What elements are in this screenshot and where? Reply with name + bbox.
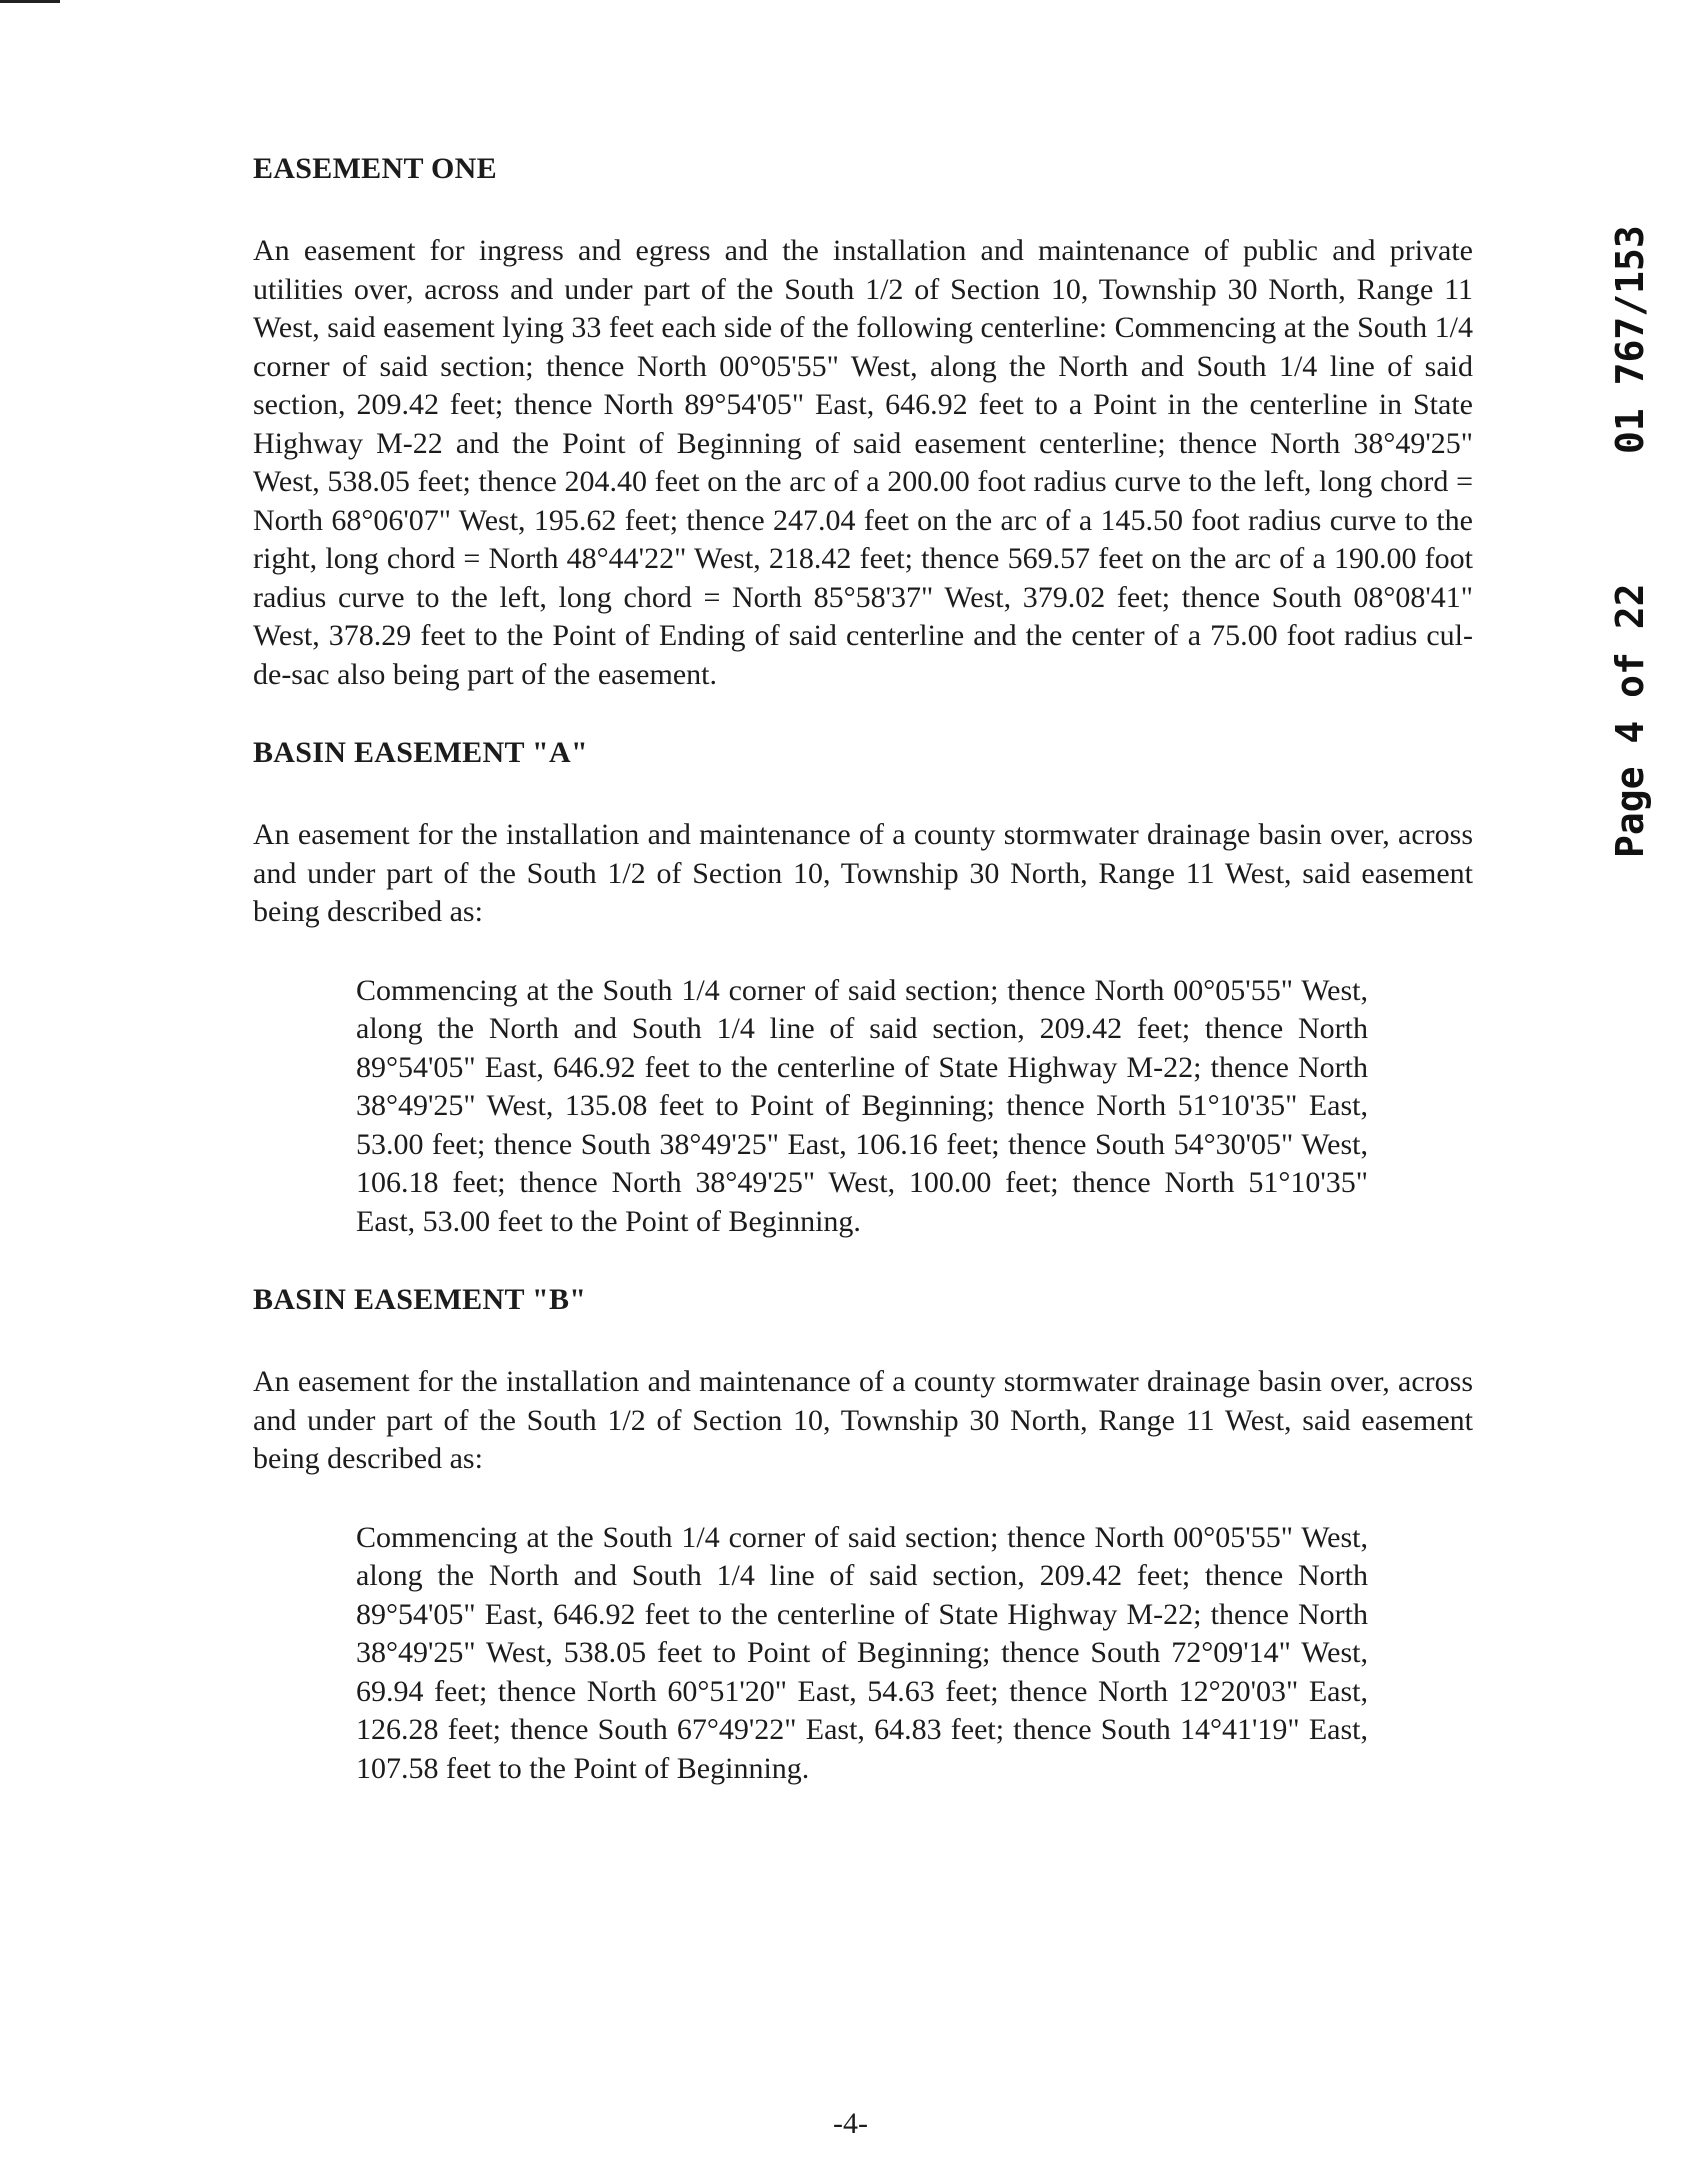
liber-page-stamp: 01 767/153 [1608, 225, 1652, 454]
basin-easement-b-heading: BASIN EASEMENT "B" [253, 1283, 587, 1316]
document-page [253, 150, 1473, 1828]
page-count-stamp: Page 4 of 22 [1608, 583, 1652, 858]
easement-one-heading: EASEMENT ONE [253, 152, 497, 185]
basin-easement-b-intro: An easement for the installation and maintenance of a county stormwater drainage basin over, across and under part of the South 1/2 of Section 10, Township 30 North, Range 11 West, said easement being described as: [253, 1365, 1473, 1475]
scan-corner-mark [0, 0, 60, 3]
basin-easement-a-legal-description: Commencing at the South 1/4 corner of said section; thence North 00°05'55" West, along the North and South 1/4 line of said section, 209.42 feet; thence North 89°54'05" East, 646.92 feet to the centerline of State Highway M-22; thence North 38°49'25" West, 135.08 feet to Point of Beginning; thence North 51°10'35" East, 53.00 feet; thence South 38°49'25" East, 106.16 feet; thence South 54°30'05" West, 106.18 feet; thence North 38°49'25" West, 100.00 feet; thence North 51°10'35" East, 53.00 feet to the Point of Beginning. [356, 973, 1368, 1238]
basin-easement-b-legal-description: Commencing at the South 1/4 corner of said section; thence North 00°05'55" West, along the North and South 1/4 line of said section, 209.42 feet; thence North 89°54'05" East, 646.92 feet to the centerline of State Highway M-22; thence North 38°49'25" West, 538.05 feet to Point of Beginning; thence South 72°09'14" West, 69.94 feet; thence North 60°51'20" East, 54.63 feet; thence North 12°20'03" East, 126.28 feet; thence South 67°49'22" East, 64.83 feet; thence South 14°41'19" East, 107.58 feet to the Point of Beginning. [356, 1520, 1368, 1785]
easement-one-description: An easement for ingress and egress and the installation and maintenance of public and private utilities over, across and under part of the South 1/2 of Section 10, Township 30 North, Range 11 West, said easement lying 33 feet each side of the following centerline: Commencing at the South 1/4 corner of said section; thence North 00°05'55" West, along the North and South 1/4 line of said section, 209.42 feet; thence North 89°54'05" East, 646.92 feet to a Point in the centerline in State Highway M-22 and the Point of Beginning of said easement centerline; thence North 38°49'25" West, 538.05 feet; thence 204.40 feet on the arc of a 200.00 foot radius curve to the left, long chord = North 68°06'07" West, 195.62 feet; thence 247.04 feet on the arc of a 145.50 foot radius curve to the right, long chord = North 48°44'22" West, 218.42 feet; thence 569.57 feet on the arc of a 190.00 foot radius curve to the left, long chord = North 85°58'37" West, 379.02 feet; thence South 08°08'41" West, 378.29 feet to the Point of Ending of said centerline and the center of a 75.00 foot radius cul-de-sac also being part of the easement. [253, 234, 1473, 691]
basin-easement-a-heading: BASIN EASEMENT "A" [253, 736, 588, 769]
basin-easement-a-intro: An easement for the installation and maintenance of a county stormwater drainage basin over, across and under part of the South 1/2 of Section 10, Township 30 North, Range 11 West, said easement being described as: [253, 818, 1473, 928]
page-number: -4- [833, 2107, 868, 2140]
